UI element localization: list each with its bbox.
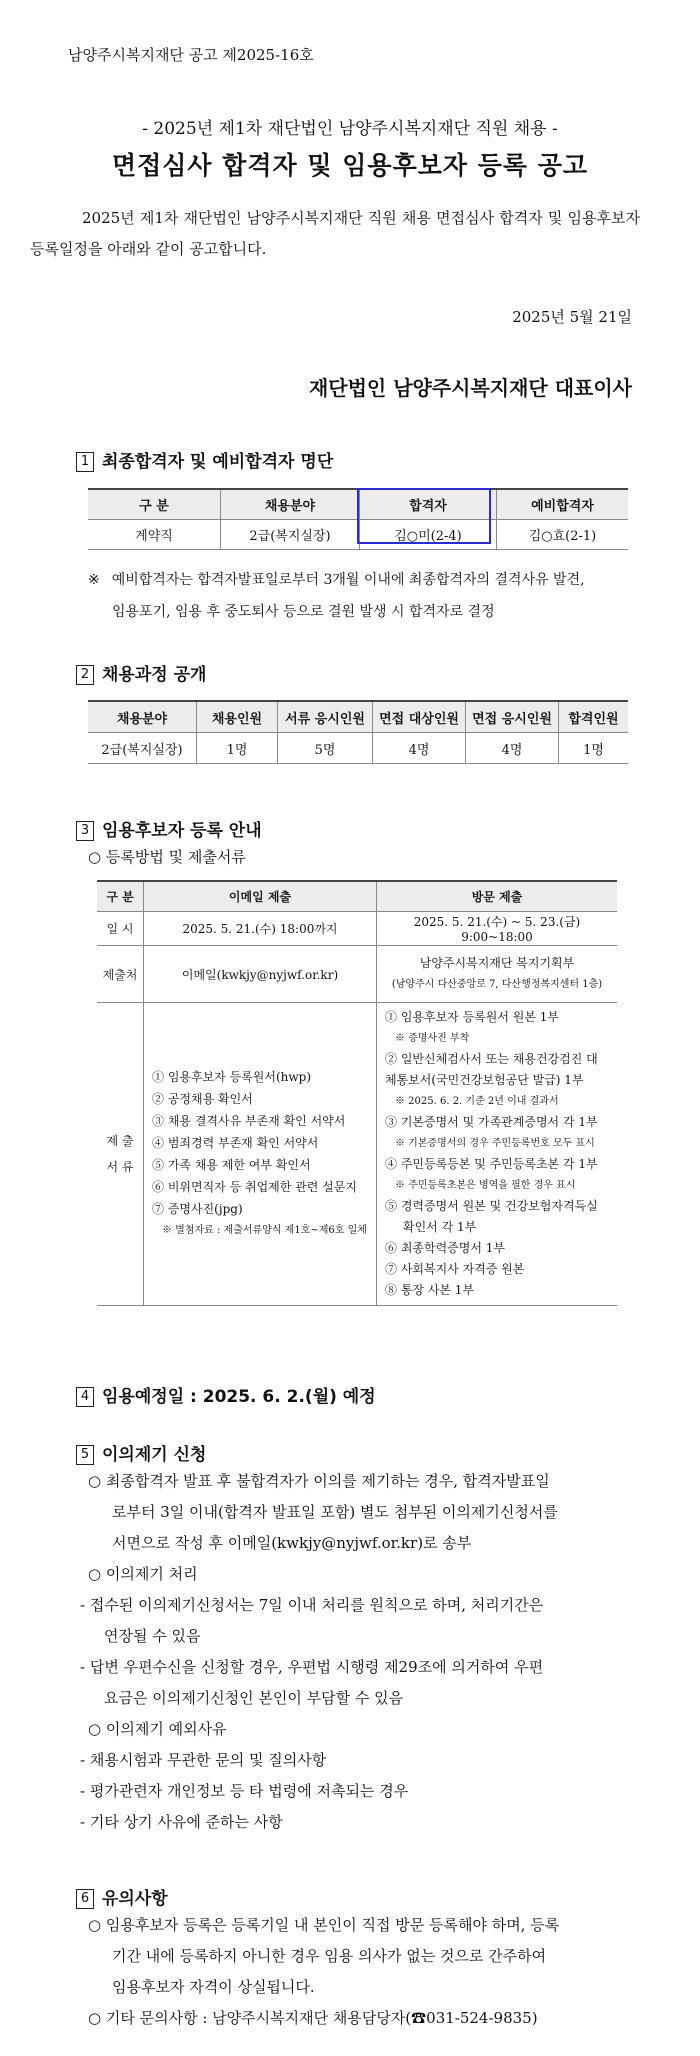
table-cell: 제 출 서 류 <box>97 1003 144 1306</box>
table-cell: 김○효(2-1) <box>497 520 629 550</box>
table-row <box>97 1003 617 1306</box>
paragraph: 로부터 3일 이내(합격자 발표일 포함) 별도 첨부된 이의제기신청서를 <box>112 1503 558 1521</box>
list-note: ※ 주민등록초본은 병역을 필한 경우 표시 <box>395 1180 576 1191</box>
paragraph: 연장될 수 있음 <box>104 1627 201 1645</box>
list-item: 체통보서(국민건강보험공단 발급) 1부 <box>385 1073 584 1087</box>
list-note: ※ 기본증명서의 경우 주민등록번호 모두 표시 <box>395 1138 595 1149</box>
paragraph: 서면으로 작성 후 이메일(kwkjy@nyjwf.or.kr)로 송부 <box>112 1534 472 1552</box>
list-item: ⑥ 비위면직자 등 취업제한 관련 설문지 <box>152 1180 357 1194</box>
table-cell: 일 시 <box>97 912 144 946</box>
section-6-number: 6 <box>76 1889 94 1909</box>
table-header: 구 분 <box>97 881 144 912</box>
table-cell: 2급(복지실장) <box>88 733 197 764</box>
list-item: ⑧ 통장 사본 1부 <box>385 1283 475 1297</box>
recruitment-process-table <box>88 700 628 764</box>
paragraph: - 평가관련자 개인정보 등 타 법령에 저촉되는 경우 <box>80 1782 409 1800</box>
list-item: ② 일반신체검사서 또는 채용건강검진 대 <box>385 1052 598 1066</box>
list-item: ③ 채용 결격사유 부존재 확인 서약서 <box>152 1114 346 1128</box>
list-item: ⑥ 최종학력증명서 1부 <box>385 1241 506 1255</box>
section-1-number: 1 <box>76 452 94 472</box>
table-cell: 4명 <box>466 733 559 764</box>
list-item: ⑦ 증명사진(jpg) <box>152 1202 243 1216</box>
table-cell: 5명 <box>278 733 373 764</box>
paragraph: - 접수된 이의제기신청서는 7일 이내 처리를 원칙으로 하며, 처리기간은 <box>80 1596 544 1614</box>
paragraph: ○ 이의제기 처리 <box>88 1565 198 1583</box>
list-item: ③ 기본증명서 및 가족관계증명서 각 1부 <box>385 1115 598 1129</box>
visit-docs-cell <box>377 1003 618 1306</box>
reserve-note: ※ 예비합격자는 합격자발표일로부터 3개월 이내에 최종합격자의 결격사유 발견, 임용포기, 임용 후 중도퇴사 등으로 결원 발생 시 합격자로 결정 <box>88 572 585 620</box>
table-cell: 제출처 <box>97 946 144 1003</box>
paragraph: - 답변 우편수신을 신청할 경우, 우편법 시행령 제29조에 의거하여 우편 <box>80 1658 544 1676</box>
table-cell: 2025. 5. 21.(수) 18:00까지 <box>144 912 377 946</box>
paragraph: 기간 내에 등록하지 아니한 경우 임용 의사가 없는 것으로 간주하여 <box>112 1947 547 1965</box>
list-note: ※ 별첨자료 : 제출서류양식 제1호~제6호 일체 <box>162 1225 367 1236</box>
paragraph: - 기타 상기 사유에 준하는 사항 <box>80 1813 283 1831</box>
table-cell: 4명 <box>373 733 466 764</box>
signer: 재단법인 남양주시복지재단 대표이사 <box>308 376 632 400</box>
paragraph: - 채용시험과 무관한 문의 및 질의사항 <box>80 1751 327 1769</box>
table-row <box>88 733 628 764</box>
table-header: 방문 제출 <box>377 881 618 912</box>
table-cell: 1명 <box>559 733 629 764</box>
table-header: 채용분야 <box>88 701 197 733</box>
section-2-title: 2 채용과정 공개 <box>76 660 206 685</box>
section-3-number: 3 <box>76 821 94 841</box>
list-item: ④ 주민등록등본 및 주민등록초본 각 1부 <box>385 1157 598 1171</box>
section-4-number: 4 <box>76 1387 94 1407</box>
section-1-title: 1 최종합격자 및 예비합격자 명단 <box>76 447 333 472</box>
list-note: ※ 증명사진 부착 <box>395 1033 470 1044</box>
table-cell: 2급(복지실장) <box>221 520 360 550</box>
list-item: ⑤ 경력증명서 원본 및 건강보험자격득실 <box>385 1199 598 1213</box>
page-title: 면접심사 합격자 및 임용후보자 등록 공고 <box>111 151 589 180</box>
section-5-number: 5 <box>76 1445 94 1465</box>
list-item: ② 공정채용 확인서 <box>152 1092 253 1106</box>
registration-table <box>97 880 617 1306</box>
paragraph: ○ 최종합격자 발표 후 불합격자가 이의를 제기하는 경우, 합격자발표일 <box>88 1472 550 1490</box>
paragraph: ○ 임용후보자 등록은 등록기일 내 본인이 직접 방문 등록해야 하며, 등록 <box>88 1916 560 1934</box>
intro-paragraph: 2025년 제1차 재단법인 남양주시복지재단 직원 채용 면접심사 합격자 및 임용후보자 등록일정을 아래와 같이 공고합니다. <box>30 209 640 258</box>
subtitle: - 2025년 제1차 재단법인 남양주시복지재단 직원 채용 - <box>142 119 558 139</box>
table-header: 합격자 <box>360 489 497 520</box>
list-item: ① 임용후보자 등록원서 원본 1부 <box>385 1010 559 1024</box>
table-header: 면접 응시인원 <box>466 701 559 733</box>
list-item: 확인서 각 1부 <box>403 1220 477 1234</box>
table-header: 구 분 <box>88 489 221 520</box>
section-2-number: 2 <box>76 665 94 685</box>
section-6-title: 6 유의사항 <box>76 1884 168 1909</box>
paragraph: 임용후보자 자격이 상실됩니다. <box>112 1978 315 1996</box>
highlight-box <box>357 488 491 544</box>
table-header: 합격인원 <box>559 701 629 733</box>
table-row <box>97 946 617 1003</box>
paragraph: ○ 이의제기 예외사유 <box>88 1720 227 1738</box>
list-item: ④ 범죄경력 부존재 확인 서약서 <box>152 1136 319 1150</box>
list-item: ① 임용후보자 등록원서(hwp) <box>152 1070 312 1084</box>
notice-date: 2025년 5월 21일 <box>512 308 632 326</box>
table-header: 채용인원 <box>197 701 278 733</box>
notice-number: 남양주시복지재단 공고 제2025-16호 <box>68 46 314 64</box>
list-item: ⑤ 가족 채용 제한 여부 확인서 <box>152 1158 311 1172</box>
table-row <box>97 912 617 946</box>
registration-subtitle: ○ 등록방법 및 제출서류 <box>88 848 246 866</box>
paragraph: 요금은 이의제기신청인 본인이 부담할 수 있음 <box>104 1689 404 1707</box>
table-cell: 1명 <box>197 733 278 764</box>
table-cell: 이메일(kwkjy@nyjwf.or.kr) <box>144 946 377 1003</box>
table-cell: 2025. 5. 21.(수) ~ 5. 23.(금) 9:00~18:00 <box>377 912 618 946</box>
section-3-title: 3 임용후보자 등록 안내 <box>76 816 262 841</box>
table-cell: 남양주시복지재단 복지기획부 (남양주시 다산중앙로 7, 다산행정복지센터 1층) <box>377 946 618 1003</box>
section-4-title: 4 임용예정일 : 2025. 6. 2.(월) 예정 <box>76 1382 376 1407</box>
table-cell: 김○미(2-4) <box>360 520 497 550</box>
paragraph: ○ 기타 문의사항 : 남양주시복지재단 채용담당자(☎031-524-9835) <box>88 2009 538 2027</box>
email-docs-cell <box>144 1003 377 1306</box>
table-header: 채용분야 <box>221 489 360 520</box>
objection-section <box>80 1466 648 1838</box>
table-header: 예비합격자 <box>497 489 629 520</box>
list-note: ※ 2025. 6. 2. 기준 2년 이내 결과서 <box>395 1096 559 1107</box>
notes-section <box>88 1910 648 2034</box>
table-header: 면접 대상인원 <box>373 701 466 733</box>
table-header: 서류 응시인원 <box>278 701 373 733</box>
table-header: 이메일 제출 <box>144 881 377 912</box>
list-item: ⑦ 사회복지사 자격증 원본 <box>385 1262 525 1276</box>
section-5-title: 5 이의제기 신청 <box>76 1440 206 1465</box>
table-cell: 계약직 <box>88 520 221 550</box>
